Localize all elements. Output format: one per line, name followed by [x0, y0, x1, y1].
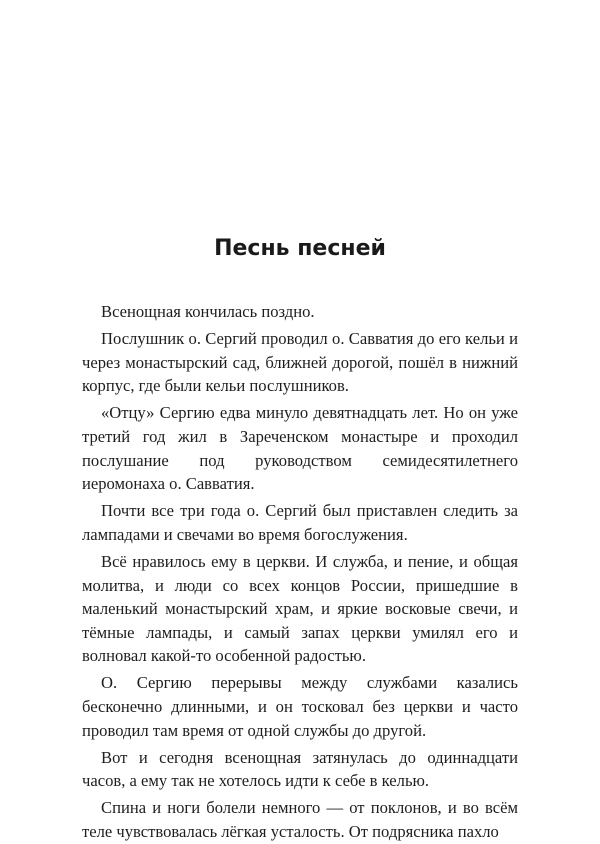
paragraph: Всенощная кончилась поздно.	[101, 302, 315, 321]
paragraph: Послушник о. Сергий проводил о. Савватия до его кельи и через монастырский сад, ближней дорогой, пошёл в нижний корпус, где были кельи послушников.	[82, 329, 518, 396]
chapter-title: Песнь песней	[214, 236, 386, 261]
paragraph: «Отцу» Сергию едва минуло девятнадцать лет. Но он уже третий год жил в Зареченском монастыре и проходил послушание под руководством семидесятилетнего иеромонаха о. Савватия.	[82, 403, 518, 494]
chapter-body	[82, 300, 518, 844]
paragraph: Спина и ноги болели немного — от поклонов, и во всём теле чувствовалась лёгкая усталость. От подрясника пахло	[82, 798, 518, 841]
paragraph: Вот и сегодня всенощная затянулась до одиннадцати часов, а ему так не хотелось идти к себе в келью.	[82, 747, 518, 791]
paragraph: Почти все три года о. Сергий был приставлен следить за лампадами и свечами во время богослужения.	[82, 501, 518, 544]
paragraph: Всё нравилось ему в церкви. И служба, и пение, и общая молитва, и люди со всех концов России, пришедшие в маленький монастырский храм, и яркие восковые свечи, и тёмные лампады, и самый запах церкви умилял его и волновал какой-то особенной радостью.	[82, 551, 518, 666]
paragraph: О. Сергию перерывы между службами казались бесконечно длинными, и он тосковал без церкви и часто проводил там время от одной службы до другой.	[82, 673, 518, 740]
